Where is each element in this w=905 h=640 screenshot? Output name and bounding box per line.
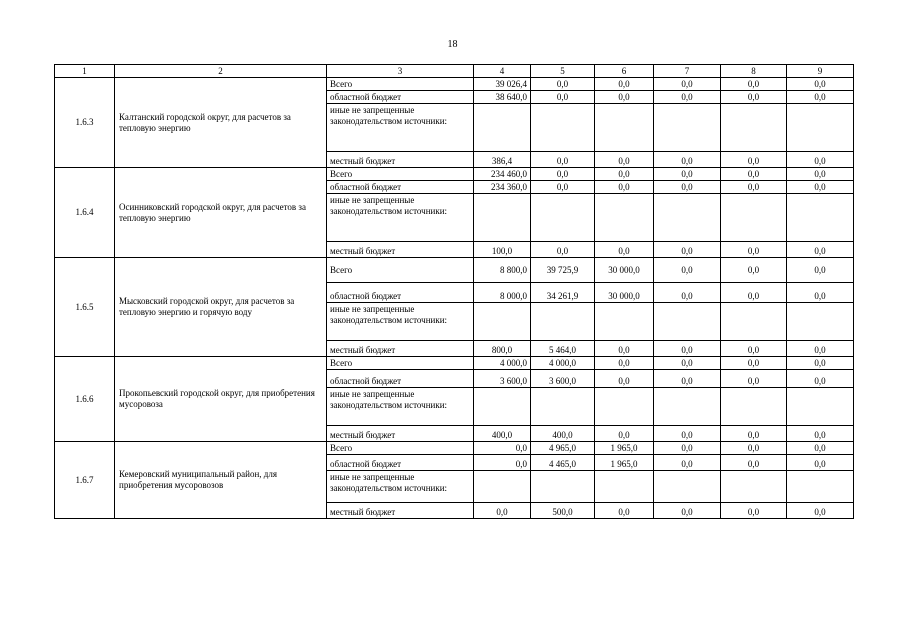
value-cell: 0,0 [721, 181, 787, 194]
value-cell: 0,0 [654, 442, 721, 455]
value-cell: 0,0 [721, 442, 787, 455]
value-cell: 0,0 [595, 168, 654, 181]
value-cell: 34 261,9 [531, 283, 595, 303]
empty-cell [787, 303, 854, 341]
value-cell: 4 000,0 [531, 357, 595, 370]
empty-cell [654, 471, 721, 503]
empty-cell [654, 303, 721, 341]
row-number: 1.6.7 [55, 442, 115, 519]
empty-cell [721, 388, 787, 426]
value-cell: 0,0 [654, 341, 721, 357]
funding-source-other: иные не запрещенные законодательством источники: [327, 471, 474, 503]
value-cell: 0,0 [595, 503, 654, 519]
column-header: 9 [787, 65, 854, 78]
value-cell: 0,0 [721, 357, 787, 370]
funding-source-regional: областной бюджет [327, 370, 474, 388]
value-cell: 1 965,0 [595, 442, 654, 455]
value-cell: 0,0 [787, 370, 854, 388]
empty-cell [474, 471, 531, 503]
value-cell: 0,0 [654, 455, 721, 471]
empty-cell [721, 194, 787, 242]
value-cell: 386,4 [474, 152, 531, 168]
value-cell: 0,0 [595, 242, 654, 258]
value-cell: 0,0 [721, 91, 787, 104]
empty-cell [531, 194, 595, 242]
value-cell: 0,0 [654, 503, 721, 519]
value-cell: 0,0 [721, 242, 787, 258]
value-cell: 0,0 [595, 78, 654, 91]
value-cell: 0,0 [721, 258, 787, 283]
column-header: 3 [327, 65, 474, 78]
value-cell: 0,0 [654, 78, 721, 91]
value-cell: 0,0 [721, 78, 787, 91]
column-header: 5 [531, 65, 595, 78]
funding-source-regional: областной бюджет [327, 283, 474, 303]
value-cell: 0,0 [474, 442, 531, 455]
value-cell: 0,0 [654, 152, 721, 168]
table-row [55, 168, 854, 181]
value-cell: 0,0 [787, 357, 854, 370]
funding-source-local: местный бюджет [327, 503, 474, 519]
value-cell: 39 725,9 [531, 258, 595, 283]
funding-source-total: Всего [327, 357, 474, 370]
value-cell: 0,0 [787, 341, 854, 357]
funding-source-other: иные не запрещенные законодательством источники: [327, 388, 474, 426]
column-header: 1 [55, 65, 115, 78]
empty-cell [654, 194, 721, 242]
value-cell: 0,0 [721, 426, 787, 442]
table-body [55, 65, 854, 519]
value-cell: 1 965,0 [595, 455, 654, 471]
value-cell: 0,0 [654, 370, 721, 388]
value-cell: 0,0 [654, 283, 721, 303]
value-cell: 30 000,0 [595, 258, 654, 283]
column-header: 6 [595, 65, 654, 78]
empty-cell [531, 388, 595, 426]
value-cell: 400,0 [474, 426, 531, 442]
funding-source-regional: областной бюджет [327, 181, 474, 194]
value-cell: 234 360,0 [474, 181, 531, 194]
value-cell: 0,0 [721, 283, 787, 303]
value-cell: 0,0 [531, 78, 595, 91]
value-cell: 0,0 [654, 258, 721, 283]
recipient-name: Мысковский городской округ, для расчетов за тепловую энергию и горячую воду [115, 258, 327, 357]
value-cell: 0,0 [721, 168, 787, 181]
empty-cell [595, 303, 654, 341]
value-cell: 3 600,0 [474, 370, 531, 388]
empty-cell [474, 104, 531, 152]
budget-table [54, 64, 854, 519]
value-cell: 0,0 [595, 370, 654, 388]
value-cell: 0,0 [787, 78, 854, 91]
value-cell: 0,0 [595, 91, 654, 104]
value-cell: 0,0 [787, 258, 854, 283]
value-cell: 4 465,0 [531, 455, 595, 471]
empty-cell [531, 104, 595, 152]
value-cell: 0,0 [474, 455, 531, 471]
recipient-name: Прокопьевский городской округ, для приобретения мусоровоза [115, 357, 327, 442]
value-cell: 0,0 [474, 503, 531, 519]
value-cell: 800,0 [474, 341, 531, 357]
value-cell: 30 000,0 [595, 283, 654, 303]
funding-source-local: местный бюджет [327, 341, 474, 357]
value-cell: 0,0 [787, 181, 854, 194]
column-header: 7 [654, 65, 721, 78]
value-cell: 5 464,0 [531, 341, 595, 357]
column-header: 8 [721, 65, 787, 78]
value-cell: 100,0 [474, 242, 531, 258]
empty-cell [787, 194, 854, 242]
value-cell: 0,0 [654, 168, 721, 181]
value-cell: 0,0 [531, 181, 595, 194]
funding-source-total: Всего [327, 78, 474, 91]
funding-source-local: местный бюджет [327, 152, 474, 168]
row-number: 1.6.4 [55, 168, 115, 258]
value-cell: 0,0 [654, 357, 721, 370]
empty-cell [654, 388, 721, 426]
empty-cell [474, 303, 531, 341]
recipient-name: Кемеровский муниципальный район, для приобретения мусоровозов [115, 442, 327, 519]
value-cell: 234 460,0 [474, 168, 531, 181]
empty-cell [654, 104, 721, 152]
value-cell: 0,0 [721, 370, 787, 388]
value-cell: 0,0 [787, 242, 854, 258]
funding-source-regional: областной бюджет [327, 91, 474, 104]
value-cell: 0,0 [721, 455, 787, 471]
value-cell: 500,0 [531, 503, 595, 519]
value-cell: 0,0 [595, 152, 654, 168]
table-row [55, 258, 854, 283]
row-number: 1.6.3 [55, 78, 115, 168]
value-cell: 4 965,0 [531, 442, 595, 455]
column-header: 2 [115, 65, 327, 78]
value-cell: 0,0 [531, 152, 595, 168]
row-number: 1.6.6 [55, 357, 115, 442]
value-cell: 0,0 [595, 341, 654, 357]
value-cell: 0,0 [531, 242, 595, 258]
value-cell: 0,0 [721, 152, 787, 168]
value-cell: 0,0 [595, 357, 654, 370]
value-cell: 0,0 [531, 168, 595, 181]
value-cell: 0,0 [595, 181, 654, 194]
empty-cell [595, 388, 654, 426]
value-cell: 0,0 [654, 181, 721, 194]
empty-cell [531, 303, 595, 341]
empty-cell [721, 471, 787, 503]
empty-cell [595, 104, 654, 152]
row-number: 1.6.5 [55, 258, 115, 357]
column-header: 4 [474, 65, 531, 78]
table-row [55, 357, 854, 370]
value-cell: 0,0 [654, 91, 721, 104]
funding-source-total: Всего [327, 258, 474, 283]
value-cell: 0,0 [787, 455, 854, 471]
value-cell: 0,0 [787, 168, 854, 181]
value-cell: 38 640,0 [474, 91, 531, 104]
funding-source-total: Всего [327, 442, 474, 455]
funding-source-total: Всего [327, 168, 474, 181]
header-row [55, 65, 854, 78]
funding-source-other: иные не запрещенные законодательством источники: [327, 104, 474, 152]
value-cell: 0,0 [787, 283, 854, 303]
empty-cell [721, 303, 787, 341]
value-cell: 0,0 [787, 442, 854, 455]
table-row [55, 78, 854, 91]
value-cell: 39 026,4 [474, 78, 531, 91]
empty-cell [474, 194, 531, 242]
value-cell: 3 600,0 [531, 370, 595, 388]
value-cell: 0,0 [595, 426, 654, 442]
value-cell: 0,0 [531, 91, 595, 104]
value-cell: 8 800,0 [474, 258, 531, 283]
empty-cell [531, 471, 595, 503]
value-cell: 0,0 [654, 242, 721, 258]
value-cell: 0,0 [721, 503, 787, 519]
empty-cell [474, 388, 531, 426]
empty-cell [595, 471, 654, 503]
table-row [55, 442, 854, 455]
empty-cell [595, 194, 654, 242]
empty-cell [721, 104, 787, 152]
funding-source-local: местный бюджет [327, 426, 474, 442]
value-cell: 400,0 [531, 426, 595, 442]
empty-cell [787, 471, 854, 503]
recipient-name: Калтанский городской округ, для расчетов за тепловую энергию [115, 78, 327, 168]
funding-source-other: иные не запрещенные законодательством источники: [327, 194, 474, 242]
recipient-name: Осинниковский городской округ, для расчетов за тепловую энергию [115, 168, 327, 258]
value-cell: 0,0 [787, 426, 854, 442]
value-cell: 4 000,0 [474, 357, 531, 370]
funding-source-regional: областной бюджет [327, 455, 474, 471]
value-cell: 0,0 [787, 91, 854, 104]
empty-cell [787, 388, 854, 426]
page-number: 18 [447, 39, 458, 50]
funding-source-other: иные не запрещенные законодательством источники: [327, 303, 474, 341]
value-cell: 0,0 [721, 341, 787, 357]
funding-source-local: местный бюджет [327, 242, 474, 258]
empty-cell [787, 104, 854, 152]
value-cell: 0,0 [654, 426, 721, 442]
value-cell: 0,0 [787, 152, 854, 168]
value-cell: 8 000,0 [474, 283, 531, 303]
value-cell: 0,0 [787, 503, 854, 519]
